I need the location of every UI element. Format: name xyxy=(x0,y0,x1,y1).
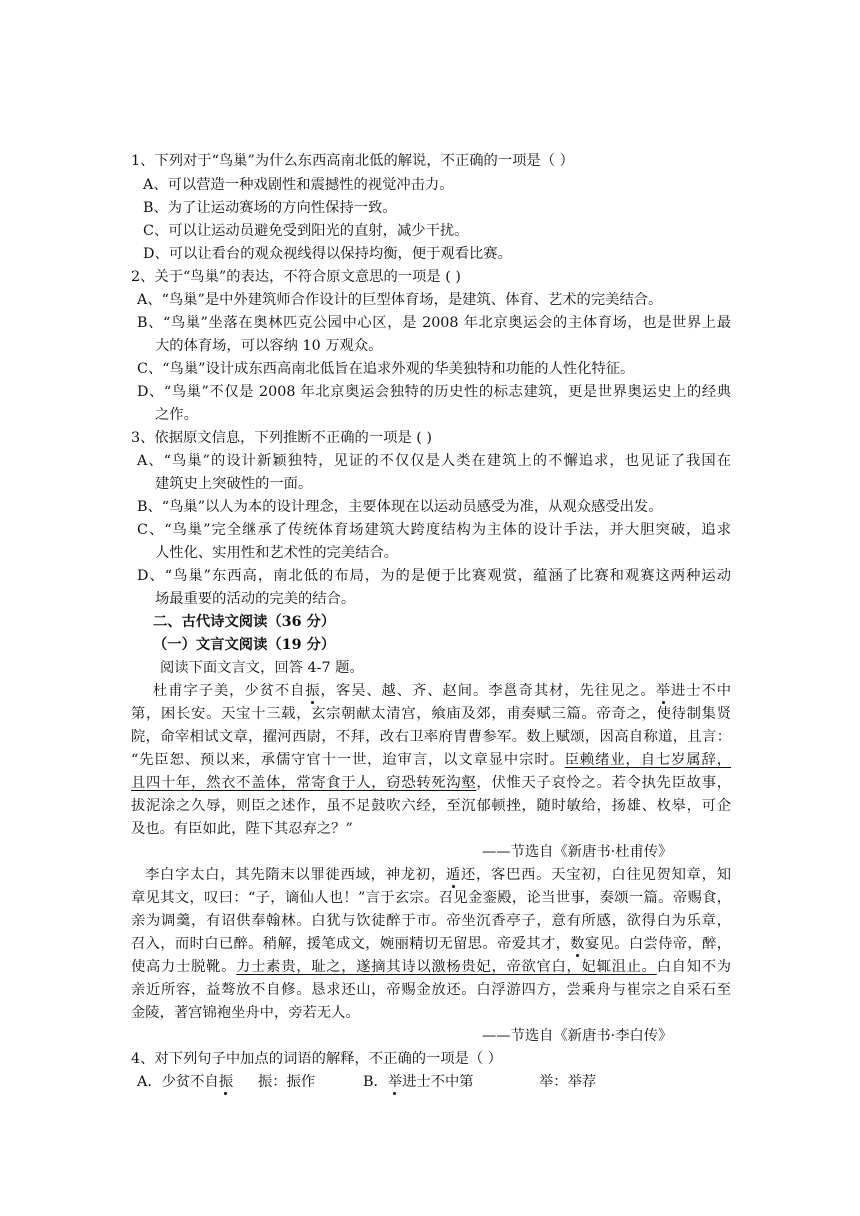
passage2-line: 章见其文，叹曰：“子，谪仙人也！”言于玄宗。召见金銮殿，论当世事，奏颂一篇。帝赐食， xyxy=(131,890,731,906)
dotted-word: 举 xyxy=(387,1074,403,1090)
q4-option-a-gloss: 振：振作 xyxy=(258,1074,316,1090)
q2-option-a: A、“鸟巢”是中外建筑师合作设计的巨型体育场，是建筑、体育、艺术的完美结合。 xyxy=(137,292,663,308)
q2-option-d: D、“鸟巢”不仅是 2008 年北京奥运会独特的历史性的标志建筑，更是世界奥运史上的经典 xyxy=(137,384,731,400)
q3-option-a: A、“鸟巢”的设计新颖独特，见证的不仅仅是人类在建筑上的不懈追求，也见证了我国在 xyxy=(137,453,731,469)
q1-stem: 1、下列对于“鸟巢”为什么东西高南北低的解说，不正确的一项是（ ） xyxy=(131,153,574,169)
passage2-line: 使高力士脱靴。力士素贵，耻之，遂摘其诗以激杨贵妃，帝欲官白，妃辄沮止。白自知不为 xyxy=(131,959,732,975)
subsection-heading: （一）文言文阅读（19 分） xyxy=(153,637,336,653)
passage1-line: 且四十年，然衣不盖体，常寄食于人，窃恐转死沟壑，伏惟天子哀怜之。若令执先臣故事， xyxy=(131,775,732,791)
q3-option-a-cont: 建筑史上突破性的一面。 xyxy=(155,476,313,492)
q3-option-d-cont: 场最重要的活动的完美的结合。 xyxy=(155,591,356,607)
passage2-line: 金陵，著宫锦袍坐舟中，旁若无人。 xyxy=(131,1005,360,1021)
underlined-sentence: 力士素贵，耻之，遂摘其诗以激杨贵妃，帝欲官白，妃辄沮止。 xyxy=(236,959,657,975)
underlined-sentence: 且四十年，然衣不盖体，常寄食于人，窃恐转死沟壑 xyxy=(131,775,477,791)
q2-option-c: C、“鸟巢”设计成东西高南北低旨在追求外观的华美独特和功能的人性化特征。 xyxy=(137,361,635,377)
q4-option-b: B．举进士不中第 xyxy=(363,1074,474,1090)
q4-stem: 4、对下列句子中加点的词语的解释，不正确的一项是（ ） xyxy=(131,1051,503,1067)
passage2-source: ——节选自《新唐书·李白传》 xyxy=(482,1028,673,1044)
q3-stem: 3、依据原文信息，下列推断不正确的一项是 ( ) xyxy=(131,430,432,446)
passage1-line: 院，命宰相试文章，擢河西尉，不拜，改右卫率府胄曹参军。数上赋颂，因高自称道，且言： xyxy=(131,729,731,745)
passage1-source: ——节选自《新唐书·杜甫传》 xyxy=(482,844,673,860)
passage1-line: 第，困长安。天宝十三载，玄宗朝献太清宫，飨庙及郊，甫奏赋三篇。帝奇之，使待制集贤 xyxy=(131,706,731,722)
reading-instruction: 阅读下面文言文，回答 4-7 题。 xyxy=(160,660,364,676)
dotted-word: 振 xyxy=(218,1074,234,1090)
passage1-line: “先臣恕、预以来，承儒守官十一世，迨审言，以文章显中宗时。臣赖绪业，自七岁属辞， xyxy=(131,752,732,768)
dotted-word: 数 xyxy=(570,936,585,952)
underlined-sentence: 臣赖绪业，自七岁属辞， xyxy=(564,752,732,768)
q1-option-c: C、可以让运动员避免受到阳光的直射，减少干扰。 xyxy=(143,223,469,239)
passage1-line: 杜甫字子美，少贫不自振，客吴、越、齐、赵间。李邕奇其材，先往见之。举进士不中 xyxy=(153,683,732,699)
q3-option-c-cont: 人性化、实用性和艺术性的完美结合。 xyxy=(155,545,399,561)
passage1-line: 及也。有臣如此，陛下其忍弃之？” xyxy=(131,821,353,837)
q2-option-b-cont: 大的体育场，可以容纳 10 万观众。 xyxy=(155,338,383,354)
passage2-line: 亲为调羹，有诏供奉翰林。白犹与饮徒醉于市。帝坐沉香亭子，意有所感，欲得白为乐章， xyxy=(131,913,731,929)
section-heading: 二、古代诗文阅读（36 分） xyxy=(153,614,336,630)
q1-option-a: A、可以营造一种戏剧性和震撼性的视觉冲击力。 xyxy=(143,177,454,193)
passage2-line: 亲近所容，益骜放不自修。恳求还山，帝赐金放还。白浮游四方，尝乘舟与崔宗之自采石至 xyxy=(131,982,731,998)
dotted-word: 举 xyxy=(655,683,672,699)
q4-option-a: A．少贫不自振 xyxy=(137,1074,234,1090)
q1-option-b: B、为了让运动赛场的方向性保持一致。 xyxy=(143,200,397,216)
q3-option-b: B、“鸟巢”以人为本的设计理念，主要体现在以运动员感受为准，从观众感受出发。 xyxy=(137,499,663,515)
dotted-word: 振 xyxy=(305,683,321,699)
q4-option-b-gloss: 举：举荐 xyxy=(539,1074,597,1090)
passage2-line: 召入，而时白已醉。稍解，援笔成文，婉丽精切无留思。帝爱其才，数宴见。白尝侍帝，醉， xyxy=(131,936,732,952)
q1-option-d: D、可以让看台的观众视线得以保持均衡，便于观看比赛。 xyxy=(143,246,512,262)
q2-option-d-cont: 之作。 xyxy=(155,407,198,423)
passage2-line: 李白字太白，其先隋末以罪徙西域，神龙初，遁还，客巴西。天宝初，白往见贺知章，知 xyxy=(145,867,732,883)
q3-option-c: C、“鸟巢”完全继承了传统体育场建筑大跨度结构为主体的设计手法，并大胆突破，追求 xyxy=(137,522,731,538)
passage1-line: 拔泥涂之久辱，则臣之述作，虽不足鼓吹六经，至沉郁顿挫，随时敏给，扬雄、枚皋，可企 xyxy=(131,798,731,814)
dotted-word: 遁 xyxy=(445,867,461,883)
q3-option-d: D、“鸟巢”东西高，南北低的布局，为的是便于比赛观赏，蕴涵了比赛和观赛这两种运动 xyxy=(137,568,731,584)
q2-stem: 2、关于“鸟巢”的表达，不符合原文意思的一项是 ( ) xyxy=(131,269,461,285)
q2-option-b: B、“鸟巢”坐落在奥林匹克公园中心区，是 2008 年北京奥运会的主体育场，也是世界上最 xyxy=(137,315,731,331)
